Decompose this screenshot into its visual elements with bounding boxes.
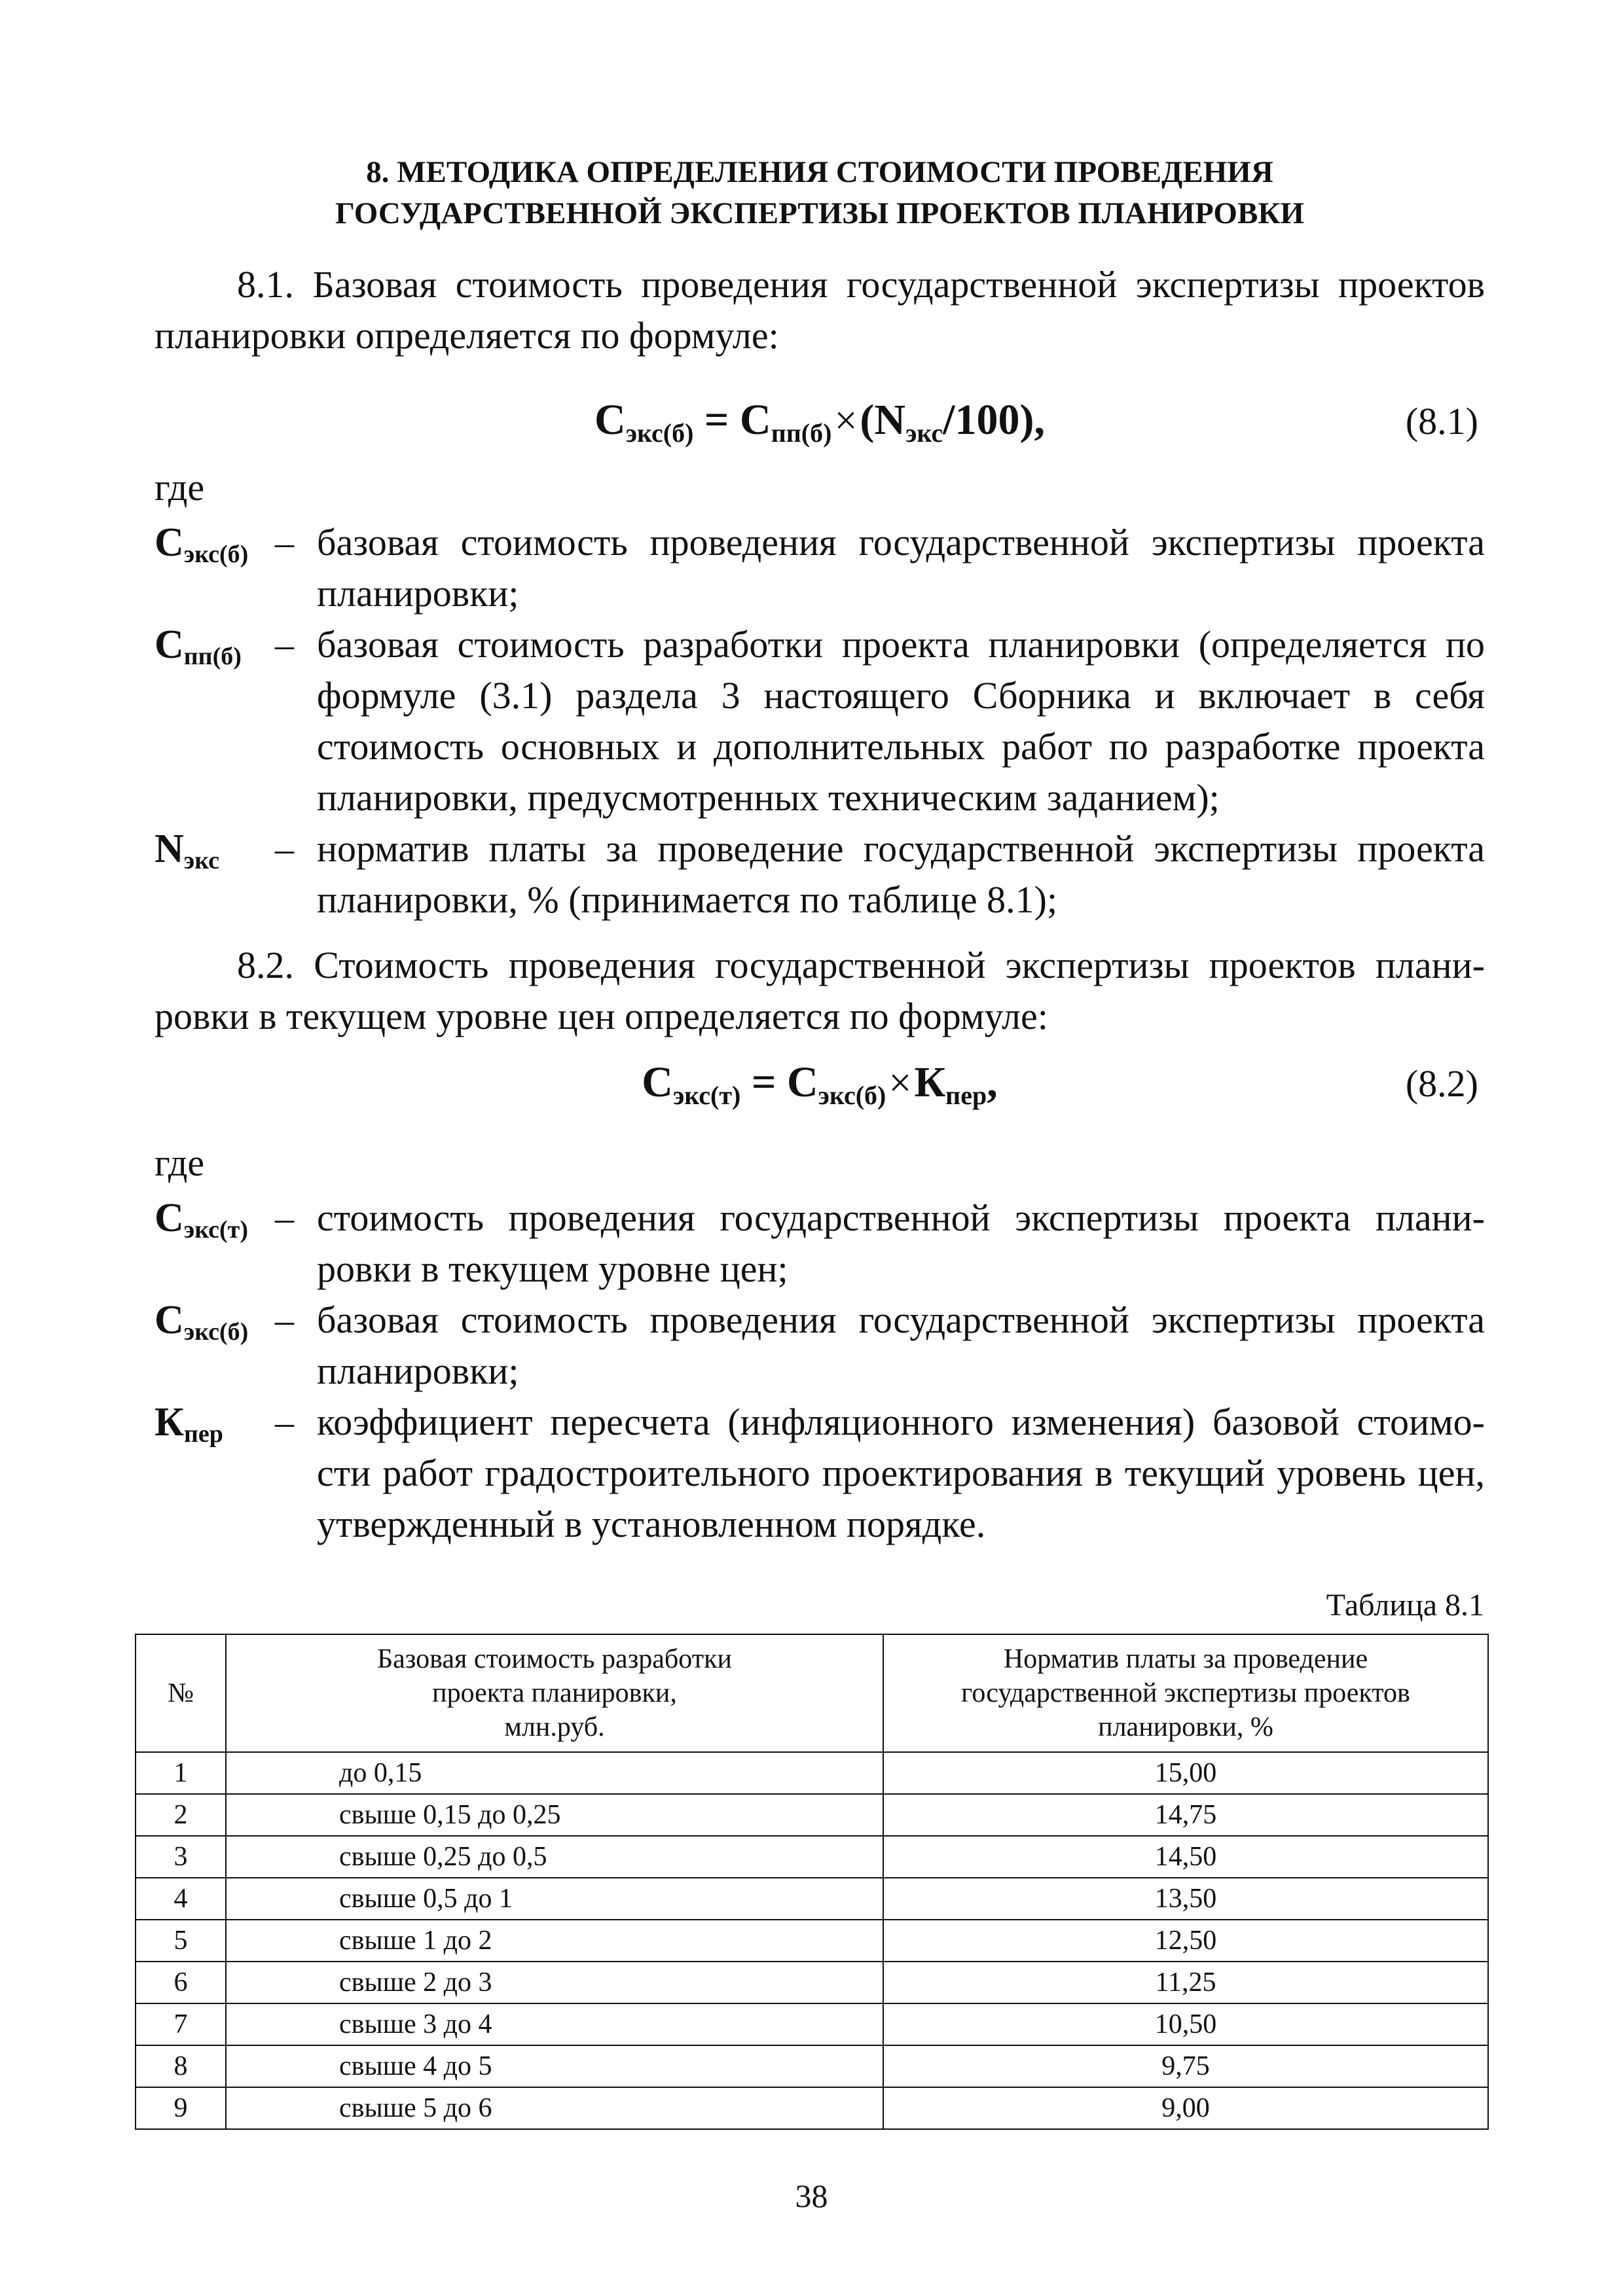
page-number: 38 bbox=[795, 2178, 828, 2214]
cell-norm: 14,50 bbox=[883, 1836, 1488, 1878]
definition-dash: – bbox=[275, 1401, 294, 1443]
cell-base-cost: свыше 2 до 3 bbox=[226, 1962, 883, 2003]
definition-c-eks-t bbox=[155, 1193, 1485, 1295]
definition-text: стоимость проведения государственной экспертизы проекта плани-ровки в текущем уровне цен; bbox=[317, 1196, 1485, 1290]
formula-8-2 bbox=[155, 1058, 1485, 1117]
formula-symbol: С bbox=[642, 1058, 673, 1106]
definition-dash: – bbox=[275, 1196, 294, 1239]
cell-base-cost: свыше 5 до 6 bbox=[226, 2087, 883, 2129]
cell-num: 1 bbox=[136, 1752, 226, 1794]
cell-norm: 15,00 bbox=[883, 1752, 1488, 1794]
formula-tail: , bbox=[987, 1058, 998, 1106]
table-caption: Таблица 8.1 bbox=[1326, 1588, 1484, 1623]
cell-base-cost: свыше 4 до 5 bbox=[226, 2045, 883, 2087]
cell-num: 9 bbox=[136, 2087, 226, 2129]
formula-equals: = bbox=[704, 396, 729, 444]
cell-base-cost: свыше 3 до 4 bbox=[226, 2003, 883, 2045]
definition-symbol: $С_{экс(б)}$ bbox=[155, 520, 249, 568]
cell-num: 2 bbox=[136, 1794, 226, 1836]
table-row bbox=[136, 2045, 1488, 2087]
formula-8-2-expression bbox=[155, 1058, 1485, 1111]
formula-subscript: экс bbox=[905, 418, 943, 448]
definition-symbol: $С_{пп(б)}$ bbox=[155, 622, 242, 670]
definition-text: базовая стоимость проведения государственной экспертизы проекта планировки; bbox=[317, 521, 1485, 615]
cell-base-cost: до 0,15 bbox=[226, 1752, 883, 1794]
cell-base-cost: свыше 0,5 до 1 bbox=[226, 1878, 883, 1920]
table-row bbox=[136, 1920, 1488, 1962]
formula-tail: /100), bbox=[943, 396, 1045, 444]
cell-norm: 13,50 bbox=[883, 1878, 1488, 1920]
cell-num: 8 bbox=[136, 2045, 226, 2087]
cell-norm: 11,25 bbox=[883, 1962, 1488, 2003]
paragraph-8-1: 8.1. Базовая стоимость проведения государственной экспертизы проектов планировки определяется по формуле: bbox=[155, 263, 1485, 357]
heading-line-1: 8. МЕТОДИКА ОПРЕДЕЛЕНИЯ СТОИМОСТИ ПРОВЕДЕНИЯ bbox=[366, 155, 1273, 189]
table-row bbox=[136, 1752, 1488, 1794]
where-label-1: где bbox=[155, 466, 205, 509]
definition-text: коэффициент пересчета (инфляционного изменения) базовой стоимо-сти работ градостроительного проектирования в текущий уровень цен, утвержденный в установленном порядке. bbox=[317, 1401, 1485, 1545]
definition-k-per bbox=[155, 1397, 1485, 1550]
formula-8-1 bbox=[155, 395, 1485, 454]
formula-subscript: экс(т) bbox=[672, 1081, 741, 1110]
table-row bbox=[136, 1878, 1488, 1920]
cell-norm: 9,75 bbox=[883, 2045, 1488, 2087]
formula-symbol: К bbox=[914, 1058, 946, 1106]
definition-text: норматив платы за проведение государственной экспертизы проекта планировки, % (принимается по таблице 8.1); bbox=[317, 827, 1485, 921]
definition-dash: – bbox=[275, 521, 294, 564]
definition-dash: – bbox=[275, 827, 294, 870]
definition-symbol: $N_{экс}$ bbox=[155, 827, 220, 874]
cell-base-cost: свыше 0,15 до 0,25 bbox=[226, 1794, 883, 1836]
cell-norm: 9,00 bbox=[883, 2087, 1488, 2129]
header-num: № bbox=[136, 1634, 226, 1752]
definition-c-eks-b bbox=[155, 517, 1485, 619]
definition-c-pp-b bbox=[155, 619, 1485, 823]
definition-symbol: $К_{пер}$ bbox=[155, 1400, 223, 1448]
cell-num: 4 bbox=[136, 1878, 226, 1920]
formula-equals: = bbox=[751, 1058, 776, 1106]
cell-norm: 12,50 bbox=[883, 1920, 1488, 1962]
formula-multiply-sign: × bbox=[888, 1061, 912, 1105]
header-norm: Норматив платы за проведение государственной экспертизы проектов планировки, % bbox=[883, 1634, 1488, 1752]
paragraph-8-2: 8.2. Стоимость проведения государственной экспертизы проектов плани-ровки в текущем уровне цен определяется по формуле: bbox=[155, 944, 1485, 1037]
cell-base-cost: свыше 0,25 до 0,5 bbox=[226, 1836, 883, 1878]
definition-text: базовая стоимость разработки проекта планировки (определяется по формуле (3.1) раздела 3 настоящего Сборника и включает в себя стоимость основных и дополнительных работ по разработке проекта планировки, предусмотренных техническим заданием); bbox=[317, 623, 1485, 819]
formula-subscript: пер bbox=[945, 1081, 987, 1110]
formula-multiply-sign: × bbox=[834, 399, 858, 443]
formula-symbol: С bbox=[594, 396, 626, 444]
definition-dash: – bbox=[275, 1299, 294, 1341]
formula-symbol: С bbox=[786, 1058, 818, 1106]
cell-num: 5 bbox=[136, 1920, 226, 1962]
table-row bbox=[136, 1794, 1488, 1836]
table-row bbox=[136, 1836, 1488, 1878]
cell-base-cost: свыше 1 до 2 bbox=[226, 1920, 883, 1962]
formula-8-1-number: (8.1) bbox=[1405, 400, 1478, 442]
definition-symbol: $С_{экс(т)}$ bbox=[155, 1196, 248, 1244]
table-row bbox=[136, 1962, 1488, 2003]
heading-line-2: ГОСУДАРСТВЕННОЙ ЭКСПЕРТИЗЫ ПРОЕКТОВ ПЛАНИРОВКИ bbox=[335, 196, 1304, 230]
cell-norm: 10,50 bbox=[883, 2003, 1488, 2045]
table-header-row bbox=[136, 1634, 1488, 1752]
definition-text: базовая стоимость проведения государственной экспертизы проекта планировки; bbox=[317, 1299, 1485, 1392]
formula-paren: ( bbox=[860, 396, 875, 444]
formula-subscript: экс(б) bbox=[818, 1081, 886, 1110]
cell-norm: 14,75 bbox=[883, 1794, 1488, 1836]
formula-8-2-number: (8.2) bbox=[1405, 1062, 1478, 1105]
norms-table bbox=[135, 1634, 1489, 2130]
header-base-cost: Базовая стоимость разработки проекта планировки, млн.руб. bbox=[226, 1634, 883, 1752]
cell-num: 3 bbox=[136, 1836, 226, 1878]
definition-dash: – bbox=[275, 623, 294, 666]
where-label-2: где bbox=[155, 1141, 205, 1184]
formula-subscript: экс(б) bbox=[625, 418, 694, 448]
formula-symbol: С bbox=[740, 396, 771, 444]
cell-num: 6 bbox=[136, 1962, 226, 2003]
formula-8-1-expression bbox=[155, 395, 1485, 448]
formula-symbol: N bbox=[874, 396, 906, 444]
table-body bbox=[136, 1752, 1488, 2129]
cell-num: 7 bbox=[136, 2003, 226, 2045]
table-row bbox=[136, 2087, 1488, 2129]
definition-n-eks bbox=[155, 823, 1485, 925]
table-row bbox=[136, 2003, 1488, 2045]
formula-subscript: пп(б) bbox=[771, 418, 832, 448]
section-heading bbox=[155, 152, 1485, 234]
definition-symbol: $С_{экс(б)}$ bbox=[155, 1298, 249, 1346]
definition-c-eks-b-2 bbox=[155, 1295, 1485, 1397]
